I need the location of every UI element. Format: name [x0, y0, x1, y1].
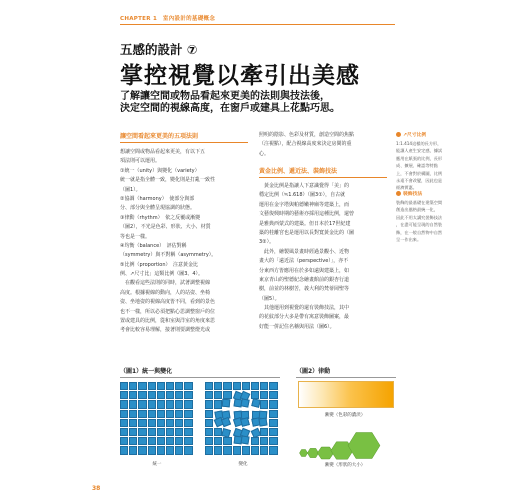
grid-tile: [184, 391, 192, 399]
unity-label: 統一: [152, 462, 162, 467]
side-note-1-title-wrap: [396, 131, 466, 138]
color-gradation-label: 漸變（色彩的濃淡）: [324, 413, 366, 418]
grid-tile: [157, 419, 165, 427]
grid-tile: [260, 437, 268, 445]
body-line: （symmetry）與不對稱（asymmetry）。: [120, 252, 217, 259]
section2-pre: [259, 131, 387, 159]
grid-tile: [157, 382, 165, 390]
grid-tile: [175, 437, 183, 445]
grid-tile: [129, 419, 137, 427]
body-line: 築的桂離宮也是運用以長對寬黃金比的（圖: [259, 229, 355, 236]
grid-tile: [166, 446, 174, 454]
figure1-caption: （圖1）統一與變化: [120, 368, 173, 375]
grid-tile: [269, 410, 277, 418]
grid-tile: [205, 410, 213, 418]
body-line: 其他運用到視覺的還有裝飾技法，其中: [259, 305, 350, 312]
figure2-rule: [296, 377, 396, 378]
grid-tile: [148, 391, 156, 399]
body-line: 置或建具的比例，從和室與洋室的角度來思: [120, 318, 216, 325]
grid-tile: [129, 391, 137, 399]
note-line: 1:1.414這樣的長方形，: [396, 141, 442, 146]
grid-tile: [166, 382, 174, 390]
note-line: ，在盡可能呈現的自然裝: [396, 222, 443, 228]
grid-tile: [138, 419, 146, 427]
grid-tile: [166, 391, 174, 399]
grid-tile: [240, 417, 250, 427]
grid-tile: [166, 419, 174, 427]
body-line: 項法則可以運用。: [120, 158, 161, 165]
grid-tile: [260, 400, 268, 408]
intro-line-2: 決定空間的視線高度，在窗戶或建具上花點巧思。: [120, 103, 340, 114]
grid-tile: [214, 382, 222, 390]
grid-tile: [175, 428, 183, 436]
grid-tile: [129, 382, 137, 390]
body-line: ⑤比例（proportion） 注意黃金比: [120, 261, 199, 268]
section1-heading: 讓空間看起來更美的五項法則: [120, 133, 199, 140]
body-line: 想讓空間或物品看起來更美，有以下五: [120, 149, 206, 155]
section1-heading-wrap: [120, 131, 198, 140]
grid-tile: [148, 419, 156, 427]
grid-tile: [251, 382, 259, 390]
grid-tile: [269, 437, 277, 445]
body-line: （注視點），配合視線高度來決定房間的重: [259, 141, 352, 148]
grid-tile: [258, 417, 267, 426]
note-line: 因此不用太講究裝飾技法: [396, 214, 443, 220]
grid-tile: [129, 437, 137, 445]
color-gradient-bar: [298, 381, 394, 408]
grid-tile: [148, 446, 156, 454]
body-line: 心。: [259, 150, 270, 157]
grid-tile: [129, 400, 137, 408]
body-line: （圖2），不光是色彩、形狀、大小、材質: [120, 224, 211, 231]
grid-tile: [138, 382, 146, 390]
body-line: 是雅典西蒙式的建築。但日本於17世紀建: [259, 220, 351, 227]
grid-tile: [157, 410, 165, 418]
hexagon-shape: [300, 450, 308, 457]
body-line: 樹，前並的林樹苦，義大利的梵蒂岡聖等: [259, 286, 350, 293]
side-note-2-title-wrap: [396, 190, 466, 197]
grid-tile: [205, 437, 213, 445]
grid-tile: [148, 400, 156, 408]
side-note-1-body: [396, 140, 466, 192]
grid-tile: [223, 437, 231, 445]
figure1-rule: [120, 377, 280, 378]
page-subtitle: 五感的設計 ⑦: [120, 42, 198, 57]
grid-tile: [120, 391, 128, 399]
grid-tile: [175, 419, 183, 427]
grid-tile: [240, 435, 249, 444]
bullet-icon: [396, 132, 401, 137]
side-note-2: [396, 190, 466, 243]
grid-tile: [166, 410, 174, 418]
figure2-caption: （圖2）律動: [296, 368, 331, 375]
grid-tile: [233, 446, 241, 454]
grid-tile: [175, 446, 183, 454]
variety-grid: [205, 382, 281, 458]
hexagon-shape: [317, 447, 333, 459]
grid-tile: [269, 428, 277, 436]
side-note-1-title: ↗尺寸比例: [403, 133, 427, 138]
page-title: 掌控視覺以牽引出美感: [120, 63, 360, 89]
grid-tile: [166, 437, 174, 445]
note-line: 永遠不會改變，因此也是: [396, 177, 443, 183]
body-line: 黃金比例是指讓人下意識覺得「美」的: [259, 183, 350, 189]
grid-tile: [233, 382, 241, 390]
grid-tile: [120, 382, 128, 390]
grid-tile: [223, 446, 231, 454]
note-line: 創造出風格最統一化，: [396, 207, 438, 213]
grid-tile: [269, 400, 277, 408]
body-line: 畫大的「遠近法（perspective）」，亦不: [259, 258, 349, 265]
grid-tile: [242, 382, 250, 390]
note-line: 經濟實惠。: [396, 185, 417, 191]
body-line: 也不一樣，所以必須把點心思調整窗戶的位: [120, 308, 216, 315]
grid-tile: [251, 437, 259, 445]
grid-tile: [205, 400, 213, 408]
grid-tile: [157, 428, 165, 436]
grid-tile: [148, 410, 156, 418]
body-line: ②協調（harmony） 使部分與部: [120, 195, 195, 202]
grid-tile: [120, 446, 128, 454]
note-line: 上，不會對於構圖，比例: [396, 170, 443, 176]
grid-tile: [129, 410, 137, 418]
grid-tile: [260, 428, 268, 436]
body-line: 姿、坐地姿的視線高度皆不同，看到的景色: [120, 299, 216, 306]
hexagon-sequence: [296, 428, 396, 460]
side-note-1: [396, 131, 466, 192]
note-line: 呈一作出來。: [396, 236, 422, 242]
grid-tile: [184, 400, 192, 408]
body-line: 的花紋部分大多是帶有寓意裝飾圖案，最: [259, 314, 350, 321]
grid-tile: [184, 410, 192, 418]
grid-tile: [205, 419, 213, 427]
grid-tile: [120, 400, 128, 408]
grid-tile: [214, 391, 222, 399]
grid-tile: [175, 400, 183, 408]
grid-tile: [214, 437, 222, 445]
grid-tile: [166, 400, 174, 408]
grid-tile: [120, 437, 128, 445]
body-line: 考會比較容易理解，接著則要調整燈光或: [120, 327, 211, 334]
body-line: 此外，繪製風景畫時經過景觀小、近物: [259, 248, 350, 255]
note-line: 成、擴展、確認等特點: [396, 163, 438, 169]
grid-tile: [223, 382, 231, 390]
grid-tile: [138, 446, 146, 454]
grid-tile: [157, 391, 165, 399]
body-line: 高度。根據視線的動向，人的站姿、坐椅: [120, 289, 211, 296]
grid-tile: [184, 382, 192, 390]
page-number: 38: [92, 485, 101, 492]
bullet-icon: [396, 191, 401, 196]
grid-tile: [269, 446, 277, 454]
grid-tile: [157, 446, 165, 454]
body-line: 文藝復興時期的藝術亦採用這種比例，還曾: [259, 211, 355, 218]
note-line: 裝飾的最基礎在建築空間: [396, 200, 443, 205]
grid-tile: [240, 398, 250, 408]
grid-tile: [138, 391, 146, 399]
body-line: 好能一併記住名稱與用法（圖6）。: [259, 323, 335, 330]
grid-tile: [205, 446, 213, 454]
grid-tile: [205, 382, 213, 390]
body-line: 例、↗尺寸比」這類比例（圖3、4）。: [120, 271, 204, 278]
section1-body: [120, 148, 248, 336]
grid-tile: [184, 446, 192, 454]
header-rule: [120, 24, 395, 25]
note-line: 應用在紙張的比例，長形: [396, 155, 443, 161]
note-line: 能讓人產生安定感，據試: [396, 148, 443, 154]
variety-label: 變化: [238, 462, 248, 467]
grid-tile: [260, 446, 268, 454]
grid-tile: [184, 437, 192, 445]
grid-tile: [120, 419, 128, 427]
body-line: （圖5）。: [259, 295, 280, 302]
section1-rule: [120, 142, 248, 143]
grid-tile: [251, 446, 259, 454]
grid-tile: [184, 428, 192, 436]
section2-rule: [259, 177, 387, 178]
body-line: 分、部分與全體呈現協調的狀態。: [120, 205, 196, 212]
grid-tile: [138, 400, 146, 408]
body-line: 等也是一樣。: [120, 233, 151, 240]
shape-gradation-label: 漸變（形狀的大小）: [324, 463, 366, 468]
body-line: 在觀看這些法則的同時，試著調整視線: [120, 280, 211, 287]
side-note-2-body: [396, 199, 466, 243]
grid-tile: [175, 391, 183, 399]
body-line: 運用在金字塔與帕德嫩神廟等建築上，而: [259, 201, 350, 208]
grid-tile: [205, 391, 213, 399]
grid-tile: [269, 382, 277, 390]
grid-tile: [269, 419, 277, 427]
chapter-label: CHAPTER 1 室內設計的基礎概念: [120, 16, 216, 22]
section2-body: [259, 182, 387, 332]
grid-tile: [214, 446, 222, 454]
body-line: 照明的陰影、色彩及材質，創造空間的焦點: [259, 132, 355, 138]
section2-heading: 黃金比例、遞近法、裝飾技法: [259, 168, 338, 175]
side-note-2-title: 裝飾技法: [403, 192, 423, 197]
body-line: 東京青山的聖德紀念繪畫館前的銀杏行道: [259, 276, 350, 283]
grid-tile: [129, 446, 137, 454]
grid-tile: [138, 437, 146, 445]
body-line: ④均衡（balance） 評估對稱: [120, 242, 187, 249]
body-line: 穩定比例（≒1.618）（圖3①），自古就: [259, 192, 346, 199]
grid-tile: [269, 391, 277, 399]
grid-tile: [157, 437, 165, 445]
grid-tile: [148, 437, 156, 445]
hexagon-shape: [348, 433, 380, 459]
body-line: 統一就是指全體一致，變化則是打亂一致性: [120, 177, 216, 184]
body-line: （圖1）。: [120, 186, 141, 193]
grid-tile: [242, 446, 250, 454]
body-line: 3②）。: [259, 239, 275, 246]
intro-line-1: 了解讓空間或物品看起來更美的法則與技法後，: [120, 91, 330, 102]
grid-tile: [166, 428, 174, 436]
grid-tile: [175, 382, 183, 390]
grid-tile: [205, 428, 213, 436]
grid-tile: [148, 428, 156, 436]
body-line: 分東西方皆應用在於多如遠與建築上，如: [259, 267, 350, 274]
unity-grid: [120, 382, 194, 456]
grid-tile: [129, 428, 137, 436]
body-line: ①統一（unity）與變化（variety）: [120, 167, 200, 174]
grid-tile: [222, 399, 231, 408]
grid-tile: [260, 391, 268, 399]
body-line: ③律動（rhythm） 依之反覆或漸變: [120, 214, 201, 221]
grid-tile: [148, 382, 156, 390]
grid-tile: [260, 382, 268, 390]
grid-tile: [120, 428, 128, 436]
grid-tile: [175, 410, 183, 418]
grid-tile: [138, 410, 146, 418]
grid-tile: [157, 400, 165, 408]
grid-tile: [138, 428, 146, 436]
grid-tile: [184, 419, 192, 427]
note-line: 飾，在一般自然物中自然: [396, 229, 443, 235]
hexagon-shape: [307, 448, 318, 457]
grid-tile: [120, 410, 128, 418]
